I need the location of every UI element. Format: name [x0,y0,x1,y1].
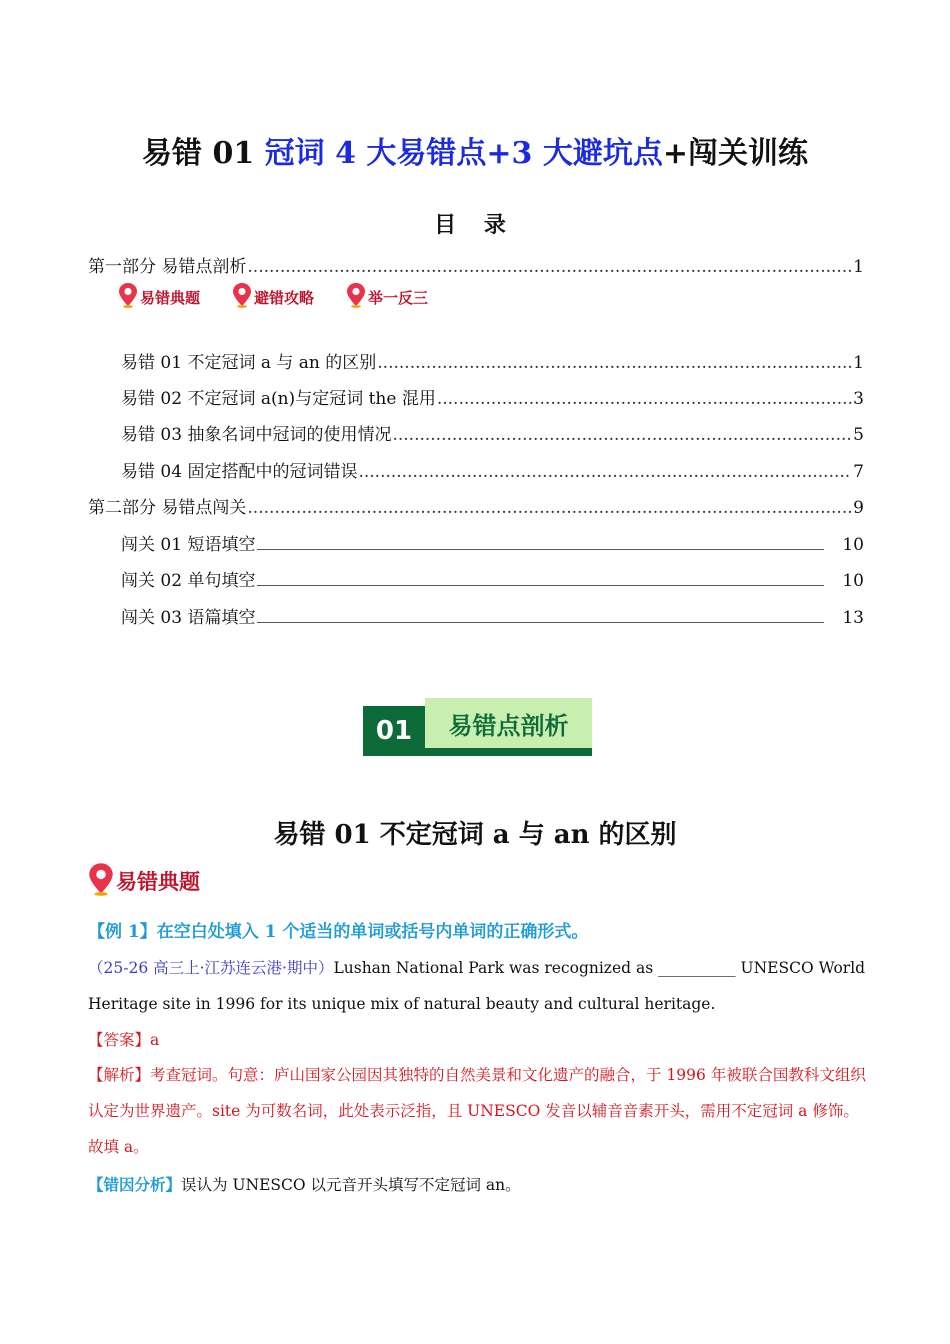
toc-entry-part2[interactable] [88,493,864,517]
subsection-tag-label: 易错典题 [116,870,200,894]
toc-leader [257,621,824,623]
analysis-text: 考查冠词。句意：庐山国家公园因其独特的自然美景和文化遗产的融合，于 1996 年被联合国教科文组织认定为世界遗产。site 为可数名词，此处表示泛指，且 UNESCO 发音以辅音音素开头，需用不定冠词 a 修饰。故填 a。 [88,1066,866,1156]
toc-entry-page: 7 [853,462,864,482]
toc-leader [257,548,824,550]
toc-leader [437,389,852,409]
analysis-label: 【解析】 [88,1066,151,1084]
toc-entry-page: 13 [842,608,864,628]
toc-leader [358,462,852,482]
toc-entry-page: 5 [853,425,864,445]
toc-entry-page: 9 [853,498,864,518]
toc-entry-page: 10 [842,571,864,591]
answer-label: 【答案】 [88,1031,151,1049]
toc-entry-label: 闯关 01 短语填空 [121,535,256,555]
toc-entry-item4[interactable] [121,457,864,481]
title-highlight: 冠词 4 大易错点+3 大避坑点 [264,136,663,171]
toc-entry-item3[interactable] [121,420,864,444]
map-pin-icon [88,862,114,896]
toc-entry-label: 易错 02 不定冠词 a(n)与定冠词 the 混用 [121,389,436,409]
toc-entry-label: 闯关 02 单句填空 [121,571,256,591]
tag-label: 避错攻略 [254,289,315,307]
toc-leader [247,498,852,518]
banner-text: 易错点剖析 [425,698,592,756]
toc-entry-label: 易错 03 抽象名词中冠词的使用情况 [121,425,392,445]
toc-entry-page: 3 [853,389,864,409]
question-paragraph [88,950,868,1022]
document-title [0,128,950,172]
tag-label: 举一反三 [368,289,429,307]
toc-entry-label: 第一部分 易错点剖析 [88,257,247,277]
tag-label: 易错典题 [140,289,201,307]
toc-entry-page: 1 [853,257,864,277]
toc-entry-level3[interactable] [121,603,864,627]
toc-entry-item1[interactable] [121,348,864,372]
tag-practice [346,282,428,308]
toc-entry-label: 第二部分 易错点闯关 [88,498,247,518]
answer-paragraph [88,1022,868,1058]
toc-tag-row [118,282,428,308]
toc-entry-label: 易错 04 固定搭配中的冠词错误 [121,462,358,482]
banner-number: 01 [363,706,425,756]
example-heading [88,914,868,950]
toc-entry-page: 10 [842,535,864,555]
toc-leader [247,257,852,277]
section-banner [363,698,592,756]
example-label: 【例 1】在空白处填入 1 个适当的单词或括号内单词的正确形式。 [88,922,589,942]
toc-entry-part1[interactable] [88,252,864,276]
toc-leader [257,584,824,586]
toc-entry-level1[interactable] [121,530,864,554]
toc-entry-item2[interactable] [121,384,864,408]
map-pin-icon [118,282,138,308]
section-title: 易错 01 不定冠词 a 与 an 的区别 [273,820,677,850]
toc-entry-label: 易错 01 不定冠词 a 与 an 的区别 [121,353,377,373]
error-label: 【错因分析】 [88,1175,182,1194]
toc-entry-label: 闯关 03 语篇填空 [121,608,256,628]
title-prefix: 易错 01 [142,136,265,171]
toc-heading: 目 录 [434,212,516,238]
error-paragraph [88,1167,868,1203]
toc-leader [392,425,852,445]
question-text: Lushan National Park was recognized as __________ UNESCO World Heritage site in 1996 for its unique mix of natural beauty and cultural heritage. [88,959,866,1013]
map-pin-icon [346,282,366,308]
tag-avoid-strategy [232,282,314,308]
answer-value: a [150,1031,160,1049]
toc-entry-page: 1 [853,353,864,373]
error-text: 误认为 UNESCO 以元音开头填写不定冠词 an。 [181,1176,521,1194]
map-pin-icon [232,282,252,308]
title-suffix: +闯关训练 [662,136,808,171]
toc-entry-level2[interactable] [121,566,864,590]
subsection-tag [88,862,200,896]
tag-typical-question [118,282,200,308]
question-source: （25-26 高三上·江苏连云港·期中） [88,959,334,977]
toc-leader [377,353,852,373]
analysis-paragraph [88,1057,868,1165]
